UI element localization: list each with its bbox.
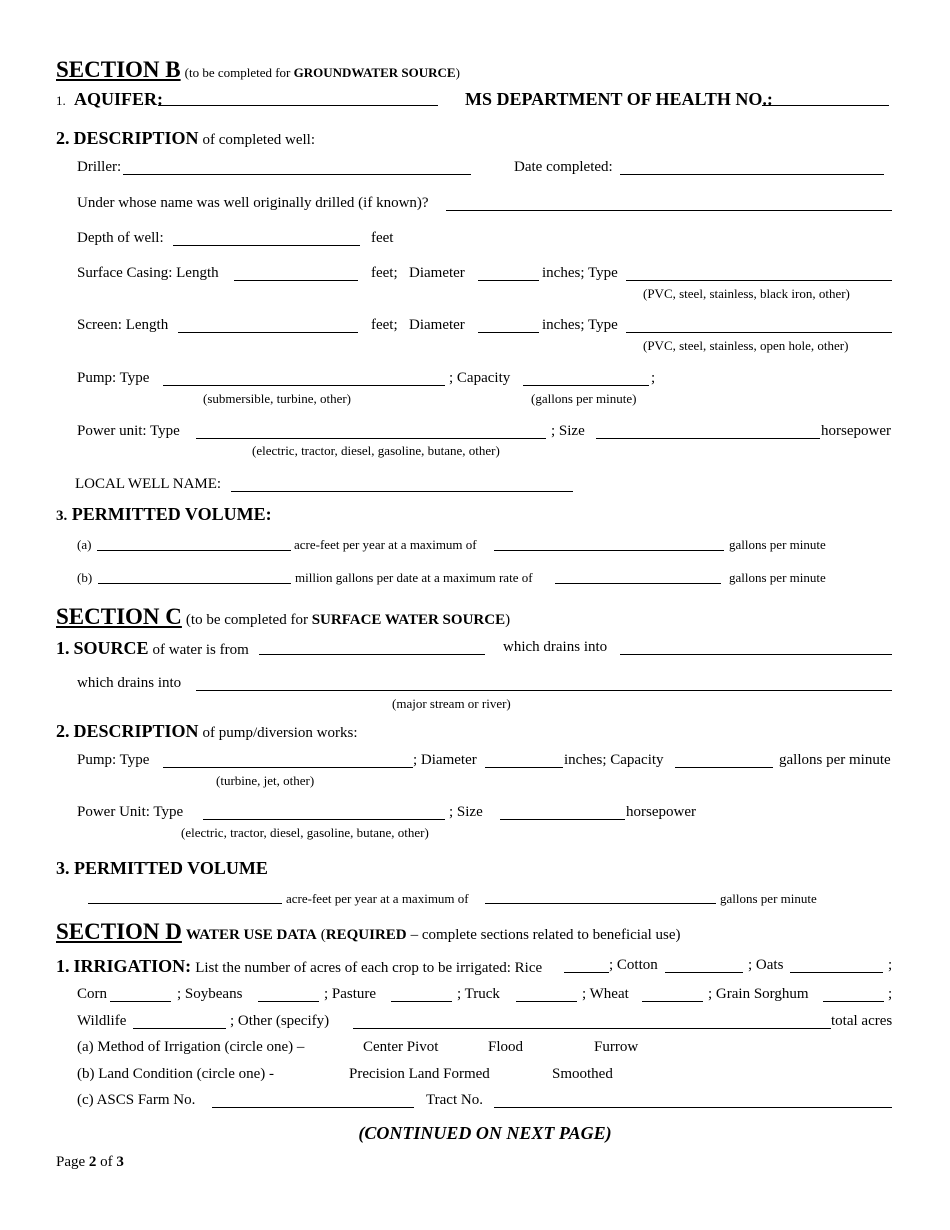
c-pump-type-note: (turbine, jet, other) (216, 773, 315, 788)
truck-field[interactable] (516, 1001, 577, 1002)
c-q2-number: 2. (56, 721, 70, 741)
c-source-title: SOURCE (73, 638, 149, 658)
wildlife-label: Wildlife (77, 1013, 127, 1029)
section-d-intro-bold: WATER USE DATA (185, 927, 317, 943)
b-pump-type-note: (submersible, turbine, other) (203, 391, 352, 406)
c-vol-acrefeet-field[interactable] (88, 903, 282, 904)
soybeans-label: ; Soybeans (177, 986, 243, 1002)
corn-label: Corn (77, 986, 107, 1002)
aquifer-field[interactable] (158, 105, 438, 106)
original-driller-label: Under whose name was well originally drilled (if known)? (77, 195, 429, 211)
b-pump-capacity-note: (gallons per minute) (531, 391, 637, 406)
casing-feet-label: feet; (371, 265, 398, 281)
b-q2-number: 2. (56, 128, 70, 148)
vol-a-gpm-label: gallons per minute (729, 537, 826, 552)
c-q2-rest: of pump/diversion works: (202, 725, 358, 741)
c-pump-capacity-label: inches; Capacity (564, 752, 664, 768)
section-d-title: SECTION D (56, 919, 182, 944)
local-well-name-field[interactable] (231, 491, 573, 492)
page-prefix: Page (56, 1154, 89, 1170)
grain-sorghum-semicolon: ; (888, 986, 893, 1002)
c-permitted-volume-title: PERMITTED VOLUME (74, 858, 268, 878)
pasture-field[interactable] (391, 1001, 452, 1002)
wildlife-field[interactable] (133, 1028, 226, 1029)
b-power-type-label: Power unit: Type (77, 423, 180, 439)
date-completed-field[interactable] (620, 174, 884, 175)
b-pump-capacity-field[interactable] (523, 385, 649, 386)
vol-b-gpm-label: gallons per minute (729, 570, 826, 585)
c-q1-number: 1. (56, 638, 70, 658)
casing-diameter-label: Diameter (409, 265, 465, 281)
aquifer-label: AQUIFER: (74, 89, 163, 109)
vol-a-gpm-field[interactable] (494, 550, 724, 551)
section-c-header (56, 605, 510, 628)
method-flood-option[interactable]: Flood (488, 1039, 524, 1055)
page-number (56, 1155, 124, 1170)
c-drains-into-label-2: which drains into (77, 675, 182, 691)
ms-dept-health-field[interactable] (762, 105, 889, 106)
c-power-type-note: (electric, tractor, diesel, gasoline, butane, other) (181, 825, 429, 840)
screen-length-field[interactable] (178, 332, 358, 333)
b-pump-semicolon: ; (651, 370, 656, 386)
b-q1-number: 1. (56, 93, 66, 108)
wheat-label: ; Wheat (582, 986, 629, 1002)
vol-a-label: (a) (77, 537, 92, 552)
b-pump-type-label: Pump: Type (77, 370, 150, 386)
corn-field[interactable] (110, 1001, 171, 1002)
c-vol-gpm-field[interactable] (485, 903, 716, 904)
vol-b-label: (b) (77, 570, 93, 585)
c-river-note: (major stream or river) (392, 696, 511, 711)
screen-diameter-label: Diameter (409, 317, 465, 333)
section-d-intro-rest: – complete sections related to beneficial use) (410, 927, 681, 943)
c-q1-heading (56, 639, 249, 658)
section-d-header (56, 920, 681, 943)
casing-type-field[interactable] (626, 280, 892, 281)
vol-a-mid-text: acre-feet per year at a maximum of (294, 537, 477, 552)
screen-type-label: inches; Type (542, 317, 618, 333)
c-power-size-label: ; Size (449, 804, 483, 820)
c-pump-type-label: Pump: Type (77, 752, 150, 768)
oats-label: ; Oats (748, 957, 784, 973)
wheat-field[interactable] (642, 1001, 703, 1002)
casing-length-field[interactable] (234, 280, 358, 281)
continued-notice: (CONTINUED ON NEXT PAGE) (358, 1123, 612, 1143)
b-q3-number: 3. (56, 508, 68, 524)
original-driller-field[interactable] (446, 210, 892, 211)
vol-b-mid-text: million gallons per date at a maximum rate of (295, 570, 533, 585)
oats-field[interactable] (790, 972, 883, 973)
d-irrigation-instructions: List the number of acres of each crop to be irrigated: Rice (195, 960, 543, 976)
c-drains-into-field-2[interactable] (196, 690, 892, 691)
b-q2-title: DESCRIPTION (73, 128, 199, 148)
land-condition-label: (b) Land Condition (circle one) - (77, 1066, 275, 1082)
total-acres-label: total acres (831, 1013, 893, 1029)
screen-length-label: Screen: Length (77, 317, 169, 333)
c-drains-into-field-1[interactable] (620, 654, 892, 655)
ascs-farm-label: (c) ASCS Farm No. (77, 1092, 196, 1108)
soybeans-field[interactable] (258, 1001, 319, 1002)
section-b-intro: (to be completed for (184, 65, 294, 80)
other-crop-label: ; Other (specify) (230, 1013, 330, 1029)
vol-b-mgal-field[interactable] (98, 583, 291, 584)
c-power-type-label: Power Unit: Type (77, 804, 184, 820)
section-d-required: REQUIRED (325, 927, 407, 943)
d-irrigation-title: IRRIGATION: (73, 956, 192, 976)
driller-label: Driller: (77, 159, 122, 175)
casing-diameter-field[interactable] (478, 280, 539, 281)
pasture-label: ; Pasture (324, 986, 377, 1002)
c-source-rest: of water is from (152, 642, 249, 658)
b-permitted-volume-title: PERMITTED VOLUME: (71, 504, 272, 524)
depth-field[interactable] (173, 245, 360, 246)
b-pump-capacity-label: ; Capacity (449, 370, 511, 386)
cotton-field[interactable] (665, 972, 743, 973)
c-q3-number: 3. (56, 858, 70, 878)
rice-field[interactable] (564, 972, 609, 973)
b-q3-heading (56, 505, 272, 524)
c-pump-type-field[interactable] (163, 767, 413, 768)
ms-dept-health-label: MS DEPARTMENT OF HEALTH NO.: (465, 89, 773, 109)
c-pump-gpm-label: gallons per minute (779, 752, 891, 768)
page-total: 3 (116, 1154, 124, 1170)
vol-b-gpm-field[interactable] (555, 583, 721, 584)
casing-type-label: inches; Type (542, 265, 618, 281)
ascs-farm-field[interactable] (212, 1107, 414, 1108)
grain-sorghum-field[interactable] (823, 1001, 884, 1002)
section-b-intro-end: ) (455, 65, 460, 80)
date-completed-label: Date completed: (514, 159, 613, 175)
casing-length-label: Surface Casing: Length (77, 265, 219, 281)
b-q2-heading (56, 129, 315, 148)
b-q2-rest: of completed well: (202, 132, 315, 148)
c-horsepower-label: horsepower (626, 804, 696, 820)
section-b-intro-bold: GROUNDWATER SOURCE (293, 65, 456, 80)
screen-diameter-field[interactable] (478, 332, 539, 333)
c-vol-mid-text: acre-feet per year at a maximum of (286, 891, 469, 906)
c-pump-capacity-field[interactable] (675, 767, 773, 768)
screen-type-field[interactable] (626, 332, 892, 333)
b-power-type-note: (electric, tractor, diesel, gasoline, butane, other) (252, 443, 500, 458)
b-pump-type-field[interactable] (163, 385, 445, 386)
c-q3-heading (56, 859, 268, 877)
screen-type-note: (PVC, steel, stainless, open hole, other) (643, 338, 849, 353)
land-precision-formed-option[interactable]: Precision Land Formed (349, 1066, 490, 1082)
c-power-type-field[interactable] (203, 819, 445, 820)
d-q1-heading (56, 957, 542, 976)
page-current: 2 (88, 1154, 97, 1170)
method-center-pivot-option[interactable]: Center Pivot (363, 1039, 439, 1055)
vol-a-acrefeet-field[interactable] (97, 550, 291, 551)
section-b-title: SECTION B (56, 57, 181, 82)
section-c-intro-end: ) (505, 612, 511, 628)
b-horsepower-label: horsepower (821, 423, 891, 439)
section-c-title: SECTION C (56, 604, 182, 629)
section-d-paren: ( (320, 927, 326, 943)
tract-field[interactable] (494, 1107, 892, 1108)
tract-label: Tract No. (426, 1092, 483, 1108)
c-vol-gpm-label: gallons per minute (720, 891, 817, 906)
grain-sorghum-label: ; Grain Sorghum (708, 986, 809, 1002)
cotton-label: ; Cotton (609, 957, 658, 973)
irrigation-method-label: (a) Method of Irrigation (circle one) – (77, 1039, 305, 1055)
screen-feet-label: feet; (371, 317, 398, 333)
c-pump-diameter-label: ; Diameter (413, 752, 477, 768)
c-pump-diameter-field[interactable] (485, 767, 563, 768)
b-power-size-label: ; Size (551, 423, 585, 439)
land-smoothed-option[interactable]: Smoothed (552, 1066, 613, 1082)
oats-semicolon: ; (888, 957, 893, 973)
section-c-intro: (to be completed for (185, 612, 312, 628)
c-q2-title: DESCRIPTION (73, 721, 199, 741)
method-furrow-option[interactable]: Furrow (594, 1039, 639, 1055)
d-q1-number: 1. (56, 956, 70, 976)
c-drains-into-label-1: which drains into (503, 639, 608, 655)
b-power-type-field[interactable] (196, 438, 546, 439)
other-crop-field[interactable] (353, 1028, 831, 1029)
page-of: of (96, 1154, 117, 1170)
driller-field[interactable] (123, 174, 471, 175)
depth-unit: feet (371, 230, 394, 246)
truck-label: ; Truck (457, 986, 500, 1002)
depth-label: Depth of well: (77, 230, 164, 246)
b-power-size-field[interactable] (596, 438, 820, 439)
local-well-name-label: LOCAL WELL NAME: (75, 476, 222, 492)
c-source-field[interactable] (259, 654, 485, 655)
c-q2-heading (56, 722, 358, 741)
c-power-size-field[interactable] (500, 819, 625, 820)
section-c-intro-bold: SURFACE WATER SOURCE (311, 612, 506, 628)
section-b-header (56, 58, 460, 81)
casing-type-note: (PVC, steel, stainless, black iron, other) (643, 286, 850, 301)
